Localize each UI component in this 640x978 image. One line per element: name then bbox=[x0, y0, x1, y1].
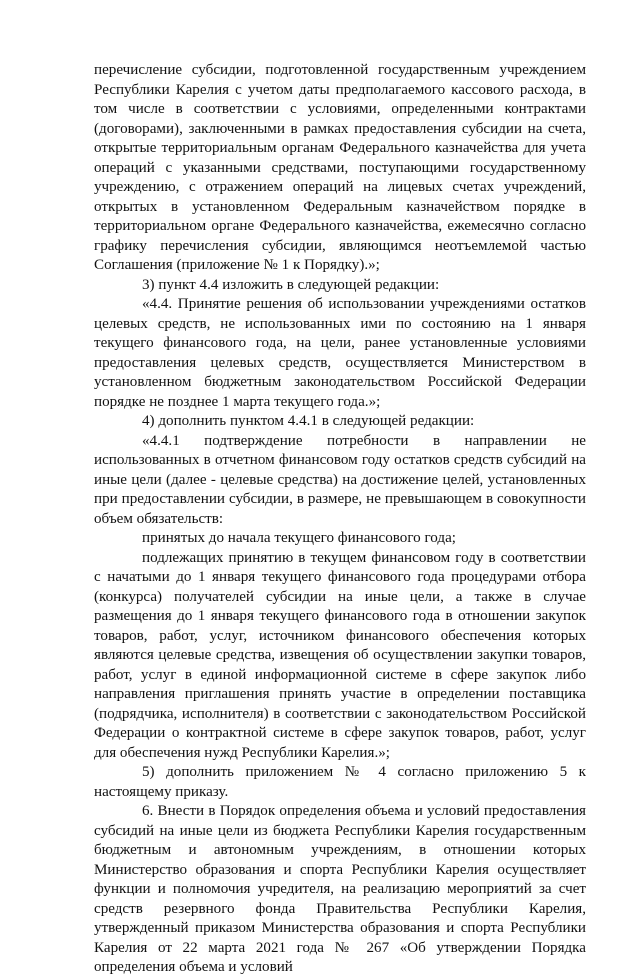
paragraph-clause-4-4: «4.4. Принятие решения об использовании учреждениями остатков целевых средств, не использованных ими по состоянию на 1 января текущего финансового года, на цели, ранее установленные условиями предоставления целевых средств, осуществляется Министерством в установленном бюджетным законодательством Российской Федерации порядке не позднее 1 марта текущего года.»; bbox=[94, 296, 586, 410]
paragraph-item-4: 4) дополнить пунктом 4.4.1 в следующей редакции: bbox=[142, 413, 475, 429]
paragraph-item-3: 3) пункт 4.4 изложить в следующей редакции: bbox=[142, 276, 440, 293]
paragraph-item-5: 5) дополнить приложением № 4 согласно приложению 5 к настоящему приказу. bbox=[94, 764, 586, 800]
paragraph-pending-obligations: подлежащих принятию в текущем финансовом году в соответствии с начатыми до 1 января текущего финансового года процедурами отбора (конкурса) получателей субсидии на иные цели, а также в случае размещения до 1 января текущего финансового года в отношении закупок товаров, работ, услуг, источником финансового обеспечения которых являются целевые средства, извещения об осуществлении закупки товаров, работ, услуг в единой информационной системе в сфере закупок либо направления приглашения принять участие в определении поставщика (подрядчика, исполнителя) в соответствии с законодательством Российской Федерации о контрактной системе в сфере закупок товаров, работ, услуг для обеспечения нужд Республики Карелия.»; bbox=[94, 549, 586, 761]
paragraph-accepted-obligations: принятых до начала текущего финансового года; bbox=[142, 530, 456, 546]
paragraph-clause-4-4-1: «4.4.1 подтверждение потребности в направлении не использованных в отчетном финансовом году остатков средств субсидий на иные цели (далее - целевые средства) на достижение целей, установленных при предоставлении субсидии, в размере, не превышающем в совокупности объем обязательств: bbox=[94, 432, 586, 527]
paragraph-subsidy-transfer: перечисление субсидии, подготовленной государственным учреждением Республики Карелия с учетом даты предполагаемого кассового расхода, в том числе в соответствии с условиями, определенными контрактами (договорами), заключенными в рамках предоставления субсидии на счета, открытые территориальным органам Федерального казначейства для учета операций с указанными средствами, поступающими государственному учреждению, с отражением операций на лицевых счетах учреждений, открытых в установленном Федеральным казначейством порядке в территориальном органе Федерального казначейства, ежемесячно согласно графику перечисления субсидии, являющимся неотъемлемой частью Соглашения (приложение № 1 к Порядку).»; bbox=[94, 62, 586, 273]
paragraph-section-6: 6. Внести в Порядок определения объема и условий предоставления субсидий на иные цели из бюджета Республики Карелия государственным бюджетным и автономным учреждениям, в отношении которых Министерство образования и спорта Республики Карелия осуществляет функции и полномочия учредителя, на реализацию мероприятий за счет средств резервного фонда Правительства Республики Карелия, утвержденный приказом Министерства образования и спорта Республики Карелия от 22 марта 2021 года № 267 «Об утверждении Порядка определения объема и условий bbox=[94, 803, 586, 975]
